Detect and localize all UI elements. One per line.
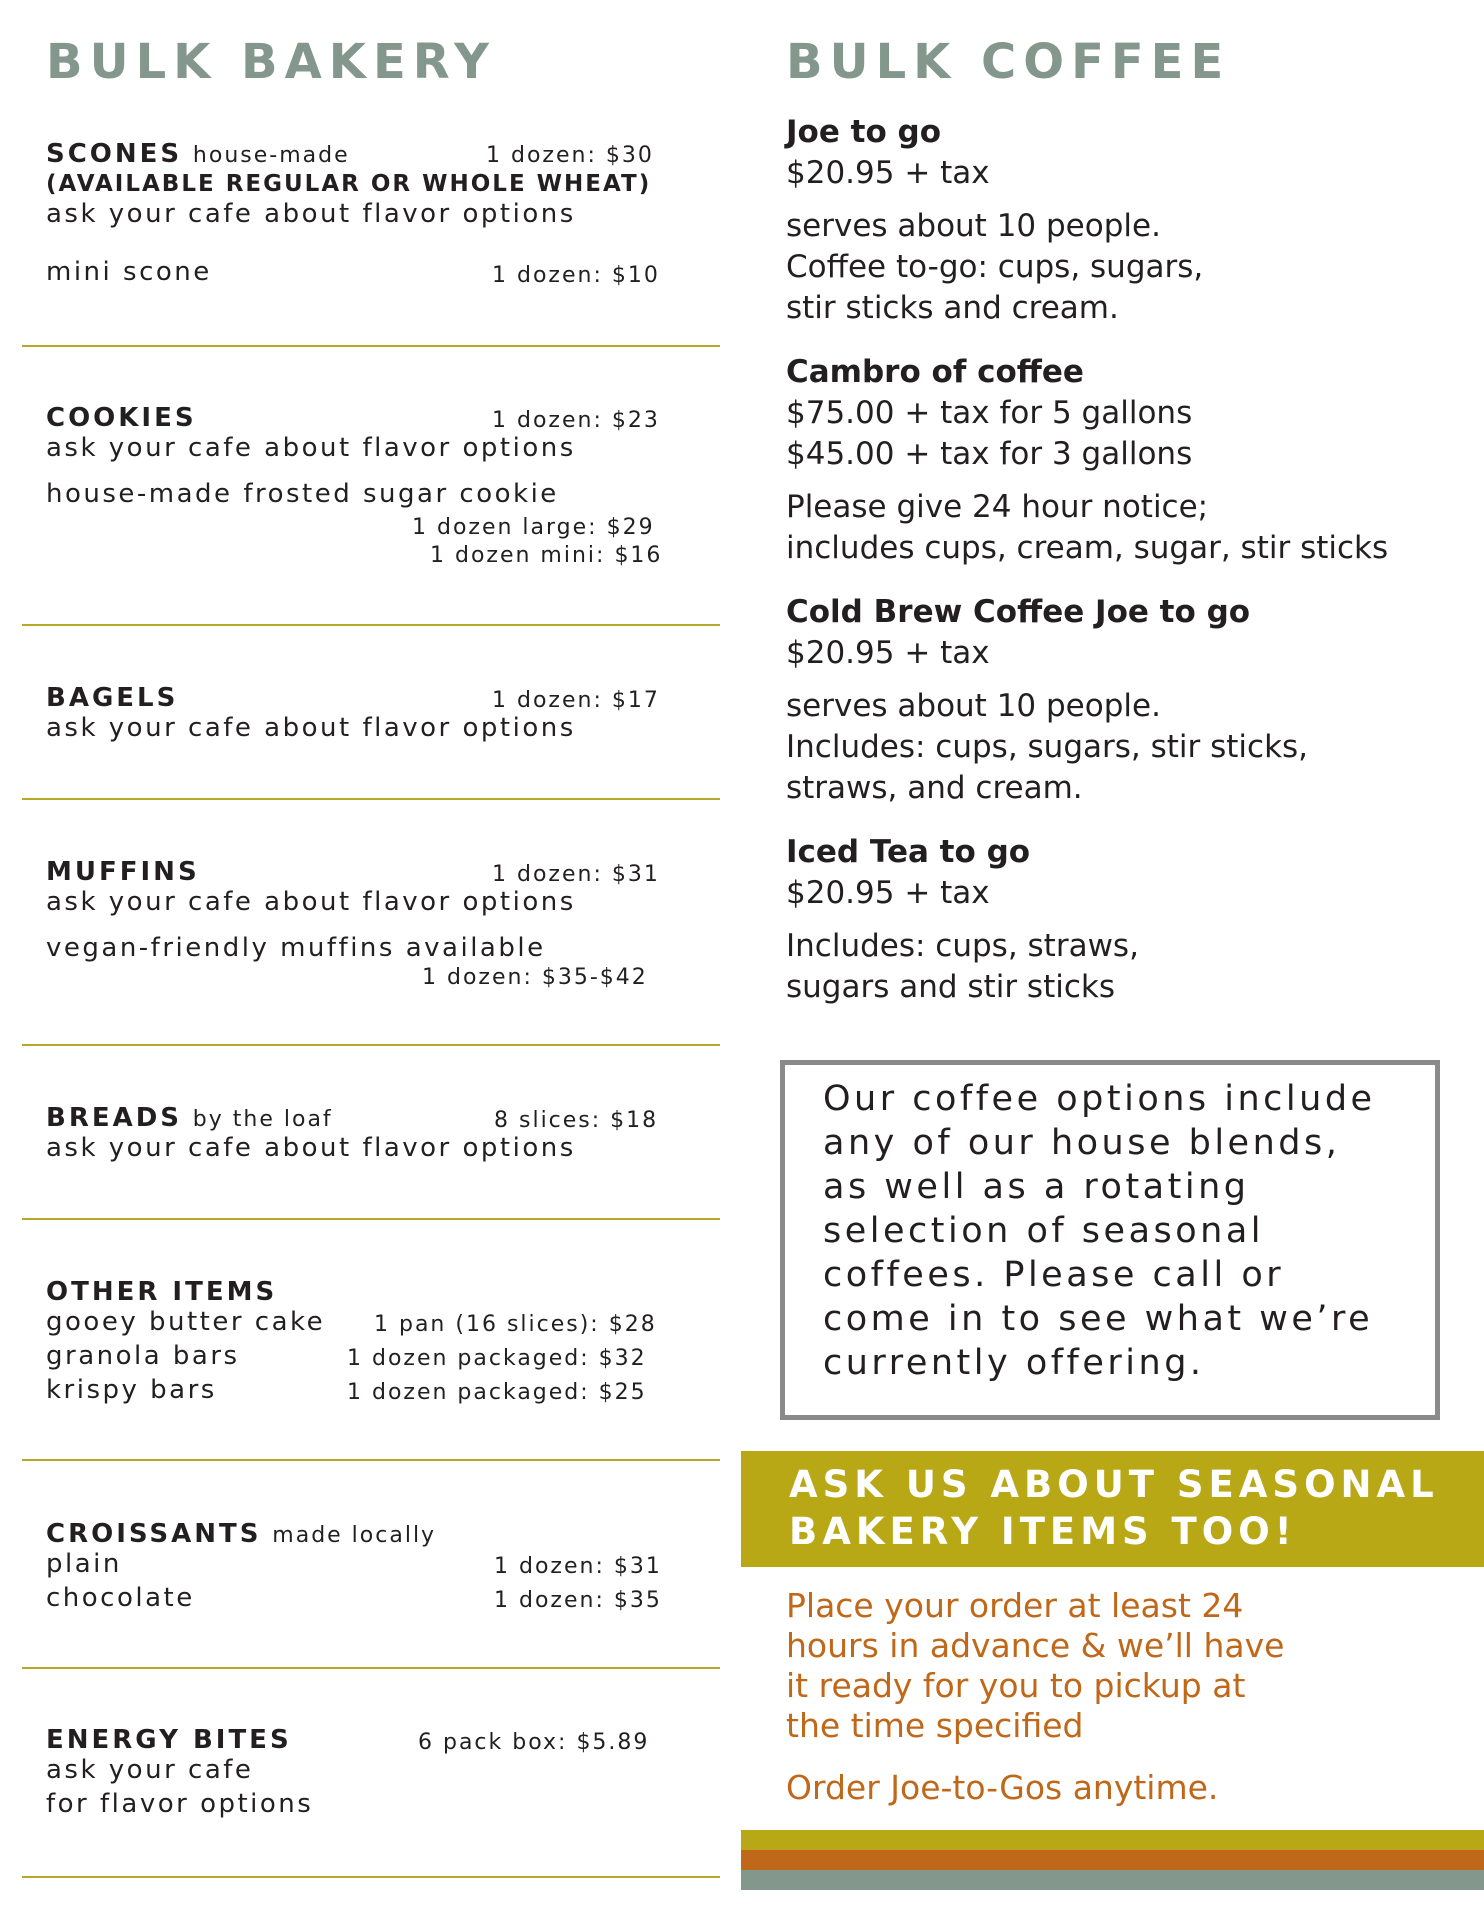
cookies-ask: ask your cafe about flavor options [46,433,576,463]
muffins-name: MUFFINS [46,857,200,887]
cold-brew-desc-3: straws, and cream. [786,770,1083,806]
cambro-name: Cambro of coffee [786,354,1084,390]
gooey-butter-cake-label: gooey butter cake [46,1307,326,1337]
cambro-desc-1: Please give 24 hour notice; [786,489,1209,525]
divider [22,1667,720,1669]
divider [22,345,720,347]
plain-croissant-price: 1 dozen: $31 [494,1554,662,1579]
joe-to-go-desc-1: serves about 10 people. [786,208,1161,244]
energy-bites-price: 6 pack box: $5.89 [418,1730,650,1755]
coffee-options-box [780,1060,1440,1420]
iced-tea-desc-1: Includes: cups, straws, [786,928,1139,964]
energy-bites-line1: ask your cafe [46,1755,254,1785]
croissants-note: made locally [272,1523,437,1548]
plain-croissant-label: plain [46,1549,122,1579]
seasonal-banner-text: ASK US ABOUT SEASONAL BAKERY ITEMS TOO! [789,1463,1439,1553]
breads-name: BREADS [46,1103,183,1133]
coffee-title: BULK COFFEE [786,34,1231,90]
chocolate-croissant-label: chocolate [46,1583,195,1613]
cold-brew-desc-2: Includes: cups, sugars, stir sticks, [786,729,1309,765]
croissants-heading [46,1518,436,1552]
order-joe-text: Order Joe-to-Gos anytime. [786,1768,1219,1807]
cookies-name: COOKIES [46,403,197,433]
joe-to-go-price: $20.95 + tax [786,155,990,191]
cambro-price-3gal: $45.00 + tax for 3 gallons [786,436,1193,472]
divider [22,798,720,800]
cold-brew-desc-1: serves about 10 people. [786,688,1161,724]
scones-ask: ask your cafe about flavor options [46,199,576,229]
divider [22,624,720,626]
joe-to-go-section [786,112,1203,329]
divider [22,1218,720,1220]
scones-note: house-made [192,143,350,168]
croissants-name: CROISSANTS [46,1519,262,1549]
granola-bars-label: granola bars [46,1341,240,1371]
scones-heading [46,138,350,172]
chocolate-croissant-price: 1 dozen: $35 [494,1588,662,1613]
energy-bites-name: ENERGY BITES [46,1725,292,1755]
cookies-price: 1 dozen: $23 [492,408,660,433]
joe-to-go-desc-2: Coffee to-go: cups, sugars, [786,249,1204,285]
muffins-price: 1 dozen: $31 [492,862,660,887]
stripe-orange [741,1850,1484,1870]
bagels-name: BAGELS [46,683,179,713]
gooey-butter-cake-price: 1 pan (16 slices): $28 [374,1312,657,1337]
vegan-muffins-label: vegan-friendly muffins available [46,933,546,963]
scones-availability: (AVAILABLE REGULAR OR WHOLE WHEAT) [46,171,652,197]
divider [22,1876,720,1878]
cambro-desc-2: includes cups, cream, sugar, stir sticks [786,530,1389,566]
mini-scone-price: 1 dozen: $10 [492,263,660,288]
joe-to-go-desc-3: stir sticks and cream. [786,290,1119,326]
mini-scone-label: mini scone [46,257,212,287]
joe-to-go-name: Joe to go [786,114,942,150]
scones-price: 1 dozen: $30 [486,143,654,168]
bagels-ask: ask your cafe about flavor options [46,713,576,743]
muffins-ask: ask your cafe about flavor options [46,887,576,917]
bagels-price: 1 dozen: $17 [492,688,660,713]
divider [22,1459,720,1461]
krispy-bars-label: krispy bars [46,1375,217,1405]
cambro-section [786,352,1388,569]
bakery-title: BULK BAKERY [46,34,496,90]
iced-tea-section [786,832,1139,1008]
breads-note: by the loaf [192,1107,333,1132]
vegan-muffins-price: 1 dozen: $35-$42 [422,965,648,990]
frosted-mini-price: 1 dozen mini: $16 [430,543,663,568]
breads-ask: ask your cafe about flavor options [46,1133,576,1163]
order-advance-text: Place your order at least 24 hours in advance & we’ll have it ready for you to pickup at the time specified [786,1586,1285,1745]
frosted-cookie-label: house-made frosted sugar cookie [46,479,559,509]
scones-name: SCONES [46,139,183,169]
granola-bars-price: 1 dozen packaged: $32 [347,1346,647,1371]
breads-price: 8 slices: $18 [494,1108,659,1133]
stripe-olive [741,1830,1484,1850]
cold-brew-name: Cold Brew Coffee Joe to go [786,594,1251,630]
stripe-sage [741,1870,1484,1890]
frosted-large-price: 1 dozen large: $29 [412,515,655,540]
other-items-name: OTHER ITEMS [46,1277,278,1307]
coffee-options-text: Our coffee options include any of our house blends, as well as a rotating selection of seasonal coffees. Please call or come in to see what we’re currently offering. [823,1079,1376,1383]
seasonal-banner [741,1451,1484,1567]
divider [22,1044,720,1046]
iced-tea-name: Iced Tea to go [786,834,1031,870]
krispy-bars-price: 1 dozen packaged: $25 [347,1380,647,1405]
cold-brew-price: $20.95 + tax [786,635,990,671]
iced-tea-desc-2: sugars and stir sticks [786,969,1115,1005]
cambro-price-5gal: $75.00 + tax for 5 gallons [786,395,1193,431]
cold-brew-section [786,592,1308,809]
energy-bites-line2: for flavor options [46,1789,314,1819]
breads-heading [46,1102,333,1136]
iced-tea-price: $20.95 + tax [786,875,990,911]
